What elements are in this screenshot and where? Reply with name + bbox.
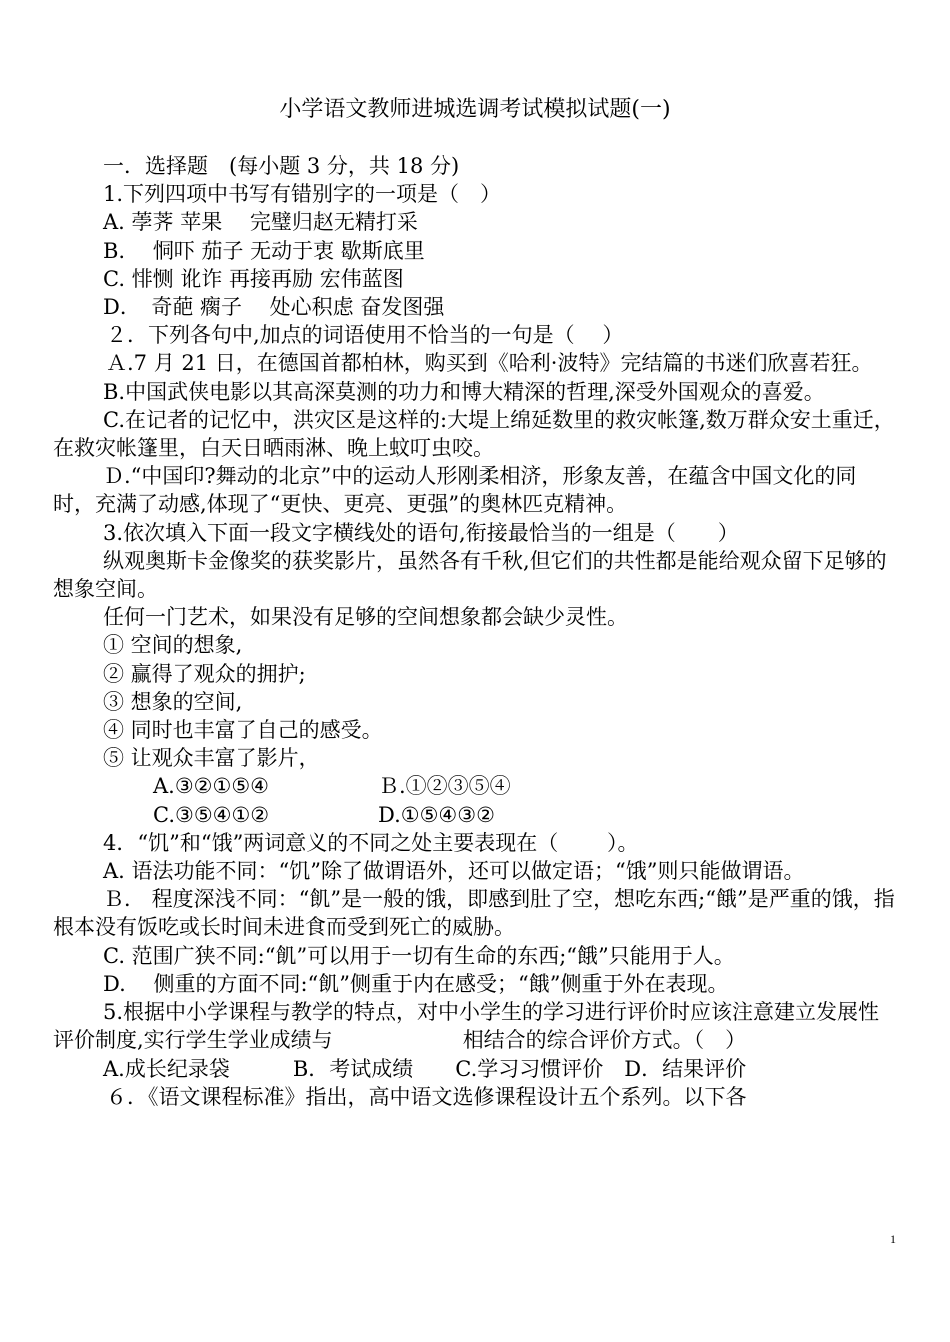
q3-options-row-2 bbox=[53, 801, 897, 829]
q4-option-a: A. 语法功能不同：“饥”除了做谓语外，还可以做定语；“饿”则只能做谓语。 bbox=[103, 859, 805, 884]
q3-item-4: ④ 同时也丰富了自己的感受。 bbox=[103, 718, 383, 743]
q4-option-c: C. 范围广狭不同:“飢”可以用于一切有生命的东西;“餓”只能用于人。 bbox=[103, 943, 735, 968]
q5-stem-part-1: 5.根据中小学课程与教学的特点，对中小学生的学习进行评价时应该注意建立发展性评价制度,实行学生学业成绩与 bbox=[53, 1000, 880, 1053]
q5-options: A.成长纪录袋 B．考试成绩 C.学习习惯评价 D．结果评价 bbox=[103, 1056, 747, 1081]
page-number: 1 bbox=[890, 1232, 896, 1246]
q1-option-a: A. 荸荠 苹果 完璧归赵无精打采 bbox=[103, 210, 418, 235]
q2-option-c: C.在记者的记忆中，洪灾区是这样的:大堤上绵延数里的救灾帐篷,数万群众安土重迁，在救灾帐篷里，白天日晒雨淋、晚上蚊叮虫咬。 bbox=[53, 407, 895, 461]
q3-options-row-1 bbox=[53, 772, 897, 800]
q4-option-b: Ｂ． 程度深浅不同：“飢”是一般的饿，即感到肚了空，想吃东西;“餓”是严重的饿，指根本没有饭吃或长时间未进食而受到死亡的威胁。 bbox=[53, 887, 895, 940]
q6-stem: ６．《语文课程标准》指出，高中语文选修课程设计五个系列。以下各 bbox=[106, 1084, 747, 1109]
q1-option-d: D． 奇葩 瘸子 处心积虑 奋发图强 bbox=[103, 295, 445, 320]
q3-passage-2: 任何一门艺术，如果没有足够的空间想象都会缺少灵性。 bbox=[103, 605, 628, 630]
q3-item-1: ① 空间的想象, bbox=[103, 633, 243, 658]
q1-option-b: B. 恫吓 茄子 无动于衷 歇斯底里 bbox=[103, 238, 425, 263]
q1-stem: 1.下列四项中书写有错别字的一项是（ ） bbox=[103, 182, 502, 207]
document-body bbox=[53, 152, 897, 1111]
page-title: 小学语文教师进城选调考试模拟试题(一) bbox=[279, 97, 671, 122]
q3-item-5: ⑤ 让观众丰富了影片， bbox=[103, 746, 320, 771]
q3-option-c: C.③⑤④①② bbox=[153, 802, 270, 827]
q3-item-3: ③ 想象的空间, bbox=[103, 689, 243, 714]
q3-option-a: A.③②①⑤④ bbox=[153, 774, 269, 799]
q3-item-2: ② 赢得了观众的拥护; bbox=[103, 661, 306, 686]
q5-stem-part-2: 相结合的综合评价方式。（ ） bbox=[462, 1028, 747, 1053]
q3-passage-1: 纵观奥斯卡金像奖的获奖影片，虽然各有千秋,但它们的共性都是能给观众留下足够的想象空间。 bbox=[53, 548, 887, 602]
q4-stem: 4．“饥”和“饿”两词意义的不同之处主要表现在（ ）。 bbox=[103, 830, 639, 855]
q1-option-c: C. 悱恻 讹诈 再接再励 宏伟蓝图 bbox=[103, 266, 404, 291]
q2-stem: ２．下列各句中,加点的词语使用不恰当的一句是（ ） bbox=[106, 323, 624, 348]
q5-stem bbox=[53, 998, 897, 1054]
q2-option-b: B.中国武侠电影以其高深莫测的功力和博大精深的哲理,深受外国观众的喜爱。 bbox=[103, 379, 825, 404]
q4-option-d: D. 侧重的方面不同:“飢”侧重于内在感受；“餓”侧重于外在表现。 bbox=[103, 971, 729, 996]
q3-stem: 3.依次填入下面一段文字横线处的语句,衔接最恰当的一组是（ ） bbox=[103, 520, 739, 545]
q2-option-d: Ｄ.“中国印?舞动的北京”中的运动人形刚柔相济，形象友善，在蕴含中国文化的同时，充满了动感,体现了“更快、更亮、更强”的奥林匹克精神。 bbox=[53, 464, 857, 517]
q3-option-d: D.①⑤④③② bbox=[378, 802, 495, 827]
section-heading: 一．选择题 (每小题 3 分，共 18 分) bbox=[103, 154, 460, 178]
q2-option-a: Ａ.7 月 21 日，在德国首都柏林，购买到《哈利·波特》完结篇的书迷们欣喜若狂。 bbox=[106, 351, 873, 376]
q3-option-b: Ｂ.①②③⑤④ bbox=[378, 774, 511, 799]
